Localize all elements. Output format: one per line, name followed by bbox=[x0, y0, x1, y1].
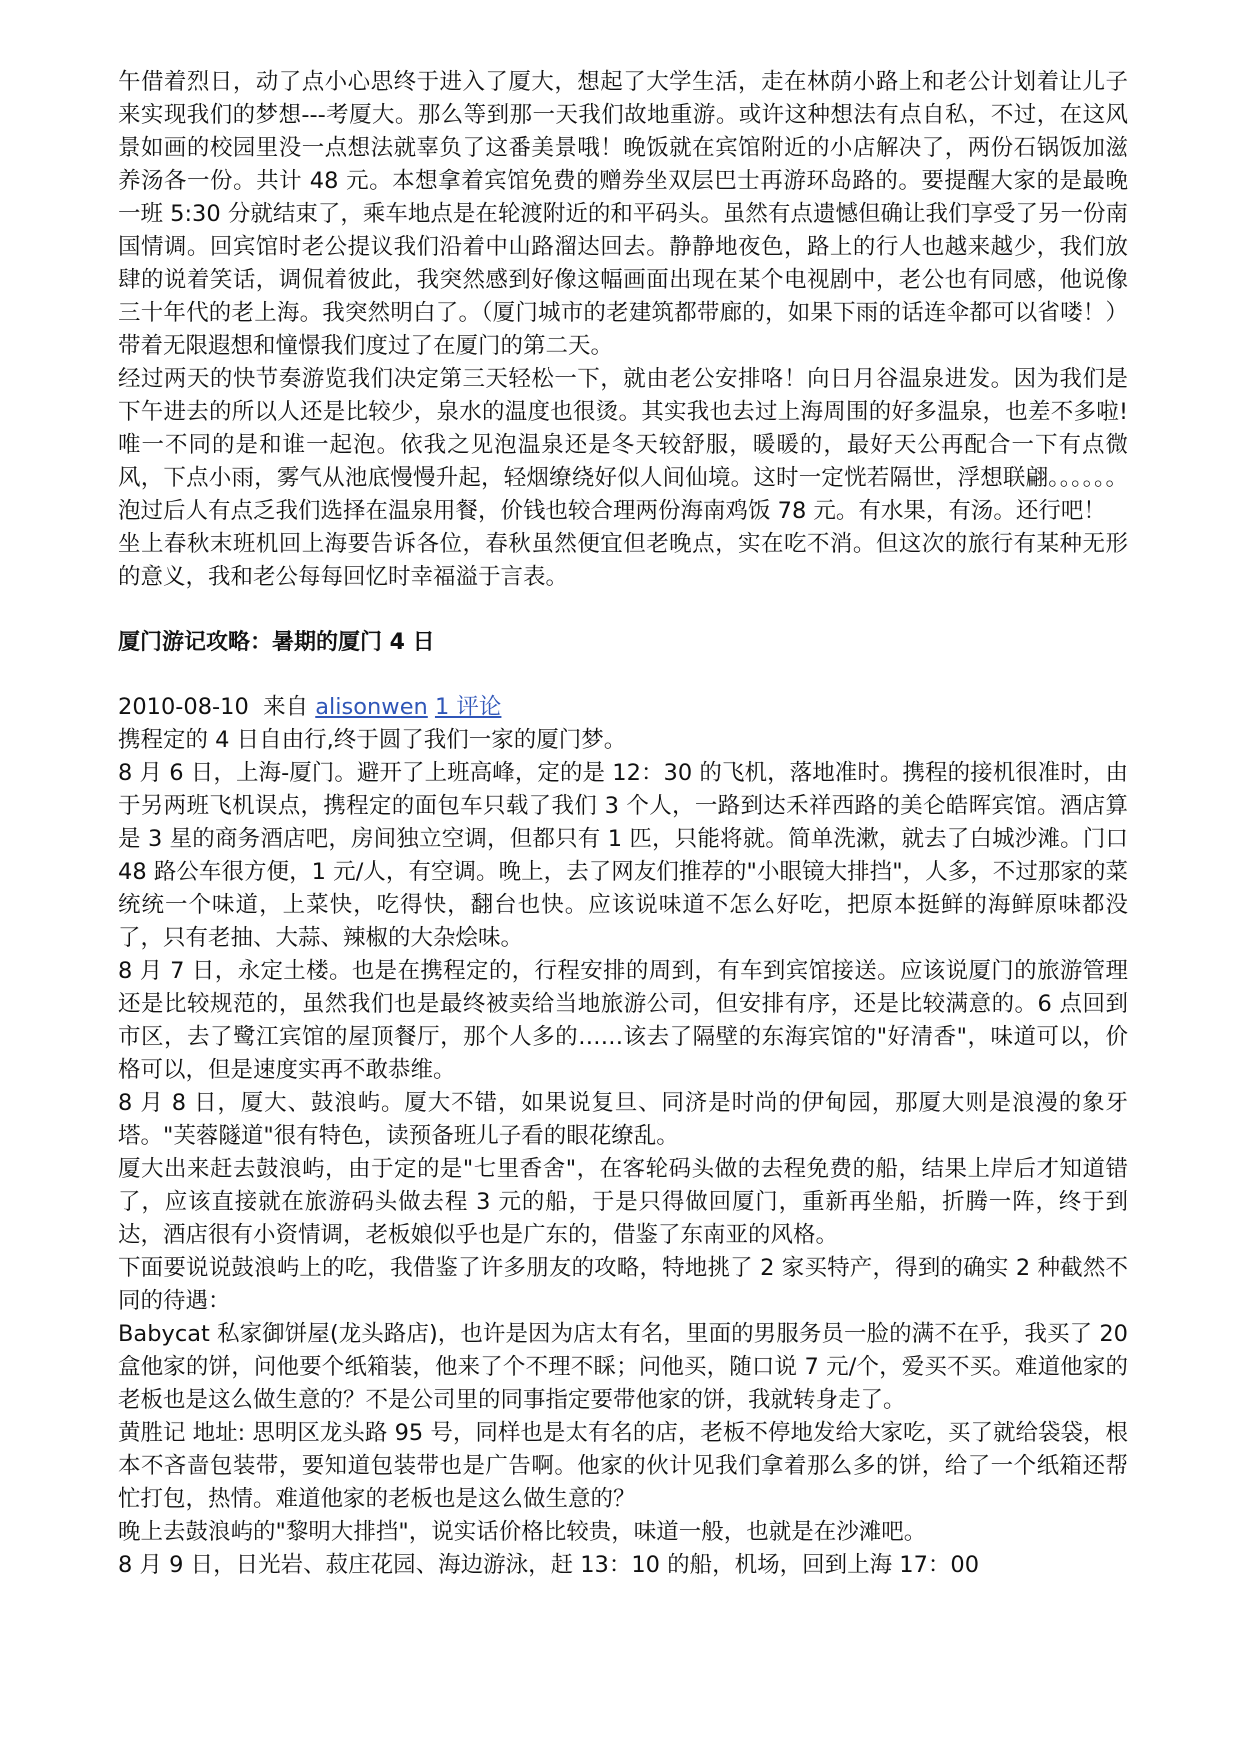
article-meta bbox=[118, 691, 1128, 724]
paragraph-day-aug7: 8 月 7 日，永定土楼。也是在携程定的，行程安排的周到，有车到宾馆接送。应该说厦门的旅游管理还是比较规范的，虽然我们也是最终被卖给当地旅游公司，但安排有序，还是比较满意的。6 点回到市区，去了鹭江宾馆的屋顶餐厅，那个人多的……该去了隔壁的东海宾馆的"好清香"，味道可以，价格可以，但是速度实再不敢恭维。 bbox=[118, 958, 1128, 1083]
paragraph-day-aug8: 8 月 8 日，厦大、鼓浪屿。厦大不错，如果说复旦、同济是时尚的伊甸园，那厦大则是浪漫的象牙塔。"芙蓉隧道"很有特色，读预备班儿子看的眼花缭乱。 bbox=[118, 1090, 1128, 1149]
paragraph-day-aug9: 8 月 9 日，日光岩、菽庄花园、海边游泳，赶 13：10 的船，机场，回到上海 17：00 bbox=[118, 1552, 980, 1578]
comments-link[interactable]: 1 评论 bbox=[434, 694, 502, 720]
document-page bbox=[118, 66, 1128, 1582]
paragraph-return-flight: 坐上春秋末班机回上海要告诉各位，春秋虽然便宜但老晚点，实在吃不消。但这次的旅行有某种无形的意义，我和老公每每回忆时幸福溢于言表。 bbox=[118, 531, 1128, 590]
paragraph-intro: 携程定的 4 日自由行,终于圆了我们一家的厦门梦。 bbox=[118, 727, 627, 753]
author-link[interactable]: alisonwen bbox=[315, 694, 428, 720]
paragraph-night-stall: 晚上去鼓浪屿的"黎明大排挡"，说实话价格比较贵，味道一般，也就是在沙滩吧。 bbox=[118, 1519, 927, 1545]
paragraph-huangshengji: 黄胜记 地址: 思明区龙头路 95 号，同样也是太有名的店，老板不停地发给大家吃，买了就给袋袋，根本不吝啬包装带，要知道包装带也是广告啊。他家的伙计见我们拿着那么多的饼，给了一个纸箱还帮忙打包，热情。难道他家的老板也是这么做生意的？ bbox=[118, 1420, 1128, 1512]
paragraph-hot-spring: 经过两天的快节奏游览我们决定第三天轻松一下，就由老公安排咯！向日月谷温泉进发。因为我们是下午进去的所以人还是比较少，泉水的温度也很烫。其实我也去过上海周围的好多温泉，也差不多啦!唯一不同的是和谁一起泡。依我之见泡温泉还是冬天较舒服，暖暖的，最好天公再配合一下有点微风，下点小雨，雾气从池底慢慢升起，轻烟缭绕好似人间仙境。这时一定恍若隔世，浮想联翩。。。。。。泡过后人有点乏我们选择在温泉用餐，价钱也较合理两份海南鸡饭 78 元。有水果，有汤。还行吧！ bbox=[118, 366, 1128, 524]
paragraph-gulangyu: 厦大出来赶去鼓浪屿，由于定的是"七里香舍"，在客轮码头做的去程免费的船，结果上岸后才知道错了，应该直接就在旅游码头做去程 3 元的船，于是只得做回厦门，重新再坐船，折腾一阵，终于到达，酒店很有小资情调，老板娘似乎也是广东的，借鉴了东南亚的风格。 bbox=[118, 1156, 1128, 1248]
paragraph-xiamen-university: 午借着烈日，动了点小心思终于进入了厦大，想起了大学生活，走在林荫小路上和老公计划着让儿子来实现我们的梦想---考厦大。那么等到那一天我们故地重游。或许这种想法有点自私，不过，在这风景如画的校园里没一点想法就辜负了这番美景哦！晚饭就在宾馆附近的小店解决了，两份石锅饭加滋养汤各一份。共计 48 元。本想拿着宾馆免费的赠券坐双层巴士再游环岛路的。要提醒大家的是最晚一班 5:30 分就结束了，乘车地点是在轮渡附近的和平码头。虽然有点遗憾但确让我们享受了另一份南国情调。回宾馆时老公提议我们沿着中山路溜达回去。静静地夜色，路上的行人也越来越少，我们放肆的说着笑话，调侃着彼此，我突然感到好像这幅画面出现在某个电视剧中，老公也有同感，他说像三十年代的老上海。我突然明白了。（厦门城市的老建筑都带廊的，如果下雨的话连伞都可以省喽！）带着无限遐想和憧憬我们度过了在厦门的第二天。 bbox=[118, 69, 1128, 359]
article-title: 厦门游记攻略：暑期的厦门 4 日 bbox=[118, 630, 435, 655]
paragraph-day-aug6: 8 月 6 日，上海-厦门。避开了上班高峰，定的是 12：30 的飞机，落地准时。携程的接机很准时，由于另两班飞机误点，携程定的面包车只载了我们 3 个人，一路到达禾祥西路的美仑皓晖宾馆。酒店算是 3 星的商务酒店吧，房间独立空调，但都只有 1 匹，只能将就。简单洗漱，就去了白城沙滩。门口 48 路公车很方便，1 元/人，有空调。晚上，去了网友们推荐的"小眼镜大排挡"，人多，不过那家的菜统统一个味道，上菜快，吃得快，翻台也快。应该说味道不怎么好吃，把原本挺鲜的海鲜原味都没了，只有老抽、大蒜、辣椒的大杂烩味。 bbox=[118, 760, 1128, 951]
paragraph-food-intro: 下面要说说鼓浪屿上的吃，我借鉴了许多朋友的攻略，特地挑了 2 家买特产，得到的确实 2 种截然不同的待遇： bbox=[118, 1255, 1128, 1314]
from-label: 来自 bbox=[263, 694, 309, 720]
article-date: 2010-08-10 bbox=[118, 694, 249, 720]
paragraph-babycat: Babycat 私家御饼屋(龙头路店)，也许是因为店太有名，里面的男服务员一脸的满不在乎，我买了 20 盒他家的饼，问他要个纸箱装，他来了个不理不睬；问他买，随口说 7 元/个，爱买不买。难道他家的老板也是这么做生意的？不是公司里的同事指定要带他家的饼，我就转身走了。 bbox=[118, 1321, 1128, 1413]
